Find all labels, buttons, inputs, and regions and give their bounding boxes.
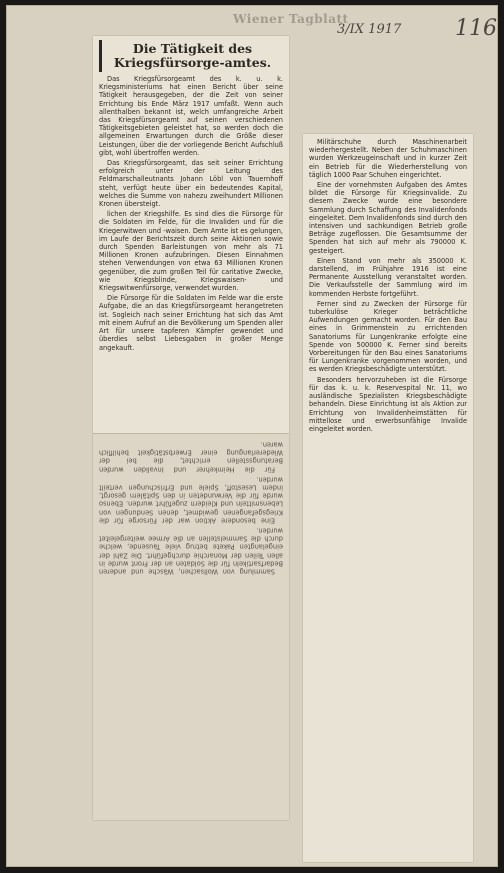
paragraph: Sammlung von Wollsachen, Wäsche und anderen Bedarfsartikeln für die Soldaten an der Front wurde in allen Teilen der Monarchie durchgeführt. Die Zahl der eingelangten Pakete betrug viele Tausende, welche durch die Sammelstellen an die Armee weitergeleitet wurden. (99, 526, 283, 576)
paragraph: Eine der vornehmsten Aufgaben des Amtes bildet die Fürsorge für Kriegsinvalide. Zu diesem Zwecke wurde eine besondere Sammlung durch Schaffung des Invalidenfonds eingeleitet. Dem Invalidenfonds sind durch den intensiven und sachkundigen Betrieb große Beträge zugeflossen. Die Gesamtsumme der Spenden hat sich auf mehr als 790000 K. gesteigert. (309, 181, 467, 255)
paragraph: Ferner sind zu Zwecken der Fürsorge für tuberkulöse Krieger beträchtliche Aufwendungen gemacht worden. Für den Bau eines in Grimmenstein zu errichtenden Sanatoriums für Lungenkranke erfolgte eine Spende von 500000 K. Ferner sind bereits Vorbereitungen für den Bau eines Sanatoriums für Lungenkranke vorgenommen worden, und es werden Kriegsbeschädigte unterstützt. (309, 299, 467, 374)
paragraph: Einen Stand von mehr als 350000 K. darstellend, im Frühjahre 1916 ist eine Permanente Ausstellung veranstaltet worden. Die Verkaufsstelle der Sammlung wird im kommenden Herbste fortgeführt. (309, 256, 467, 298)
paragraph: Die Fürsorge für die Soldaten im Felde war die erste Aufgabe, die an das Kriegsfürsorgeamt herangetreten ist. Sogleich nach seiner Errichtung hat sich das Amt mit einem Aufruf an die Bevölkerung um Spenden aller Art für unsere tapferen Kämpfer gewendet und überdies selbst Liebesgaben in großer Menge angekauft. (99, 294, 283, 352)
paragraph: lichen der Kriegshilfe. Es sind dies die Fürsorge für die Soldaten im Felde, für die Invaliden und für die Kriegerwitwen und -waisen. Dem Amte ist es gelungen, im Laufe der Berichtszeit durch seine Aktionen sowie durch Spenden Barleistungen von mehr als 71 Millionen Kronen aufzubringen. Diesen Einnahmen stehen Verwendungen von etwa 63 Millionen Kronen gegenüber, die zum großen Teil für caritative Zwecke, wie Kriegsblinde, Kriegswaisen- und Kriegswitwenfürsorge, verwendet wurden. (99, 210, 283, 293)
paragraph: Besonders hervorzuheben ist die Fürsorge für das k. u. k. Reservespital Nr. 11, wo ausländische Spezialisten Kriegsbeschädigte behandeln. Diese Einrichtung ist als Aktion zur Errichtung von Invalidenheimstätten für mittellose und erwerbsunfähige Invalide eingeleitet worden. (309, 375, 467, 433)
article-title: Die Tätigkeit des Kriegsfürsorge-amtes. (99, 40, 283, 72)
paragraph: Für die Heimkehrer und Invaliden wurden Beratungsstellen errichtet, die bei der Wiedererlangung einer Erwerbstätigkeit behilflich waren. (99, 440, 283, 473)
handwritten-number: 116 (455, 16, 497, 41)
article-column-right (309, 138, 467, 433)
archive-sheet (6, 5, 498, 867)
paragraph: Militärschuhe durch Maschinenarbeit wiederhergestellt. Neben der Schuhmaschinen wurden Werkzeugeinschaft und in kurzer Zeit ein Betrieb für die Wiederherstellung von täglich 1000 Paar Schuhen eingerichtet. (309, 138, 467, 179)
article-clipping-left (93, 36, 289, 433)
article-column-left-inverted (99, 440, 283, 575)
article-clipping-right (303, 134, 473, 862)
article-column-left (99, 75, 283, 352)
paragraph: Das Kriegsfürsorgeamt, das seit seiner Errichtung erfolgreich unter der Leitung des Feldmarschalleutnants Johann Löbl von Tauernhoff steht, verfügt heute über ein bedeutendes Kapital, welches die Summe von nahezu zweihundert Millionen Kronen übersteigt. (99, 159, 283, 209)
paragraph: Das Kriegsfürsorgeamt des k. u. k. Kriegsministeriums hat einen Bericht über seine Tätigkeit herausgegeben, der die Zeit von seiner Errichtung bis Ende März 1917 umfaßt. Wenn auch allenthalben bekannt ist, welch umfangreiche Arbeit das Kriegsfürsorgeamt auf seinen verschiedenen Tätigkeitsgebieten geleistet hat, so werden doch die allgemeinen Erwartungen durch die Größe dieser Leistungen, über die der vorliegende Bericht Aufschluß gibt, wohl übertroffen werden. (99, 75, 283, 157)
newspaper-name-stamp: Wiener Tagblatt (233, 12, 349, 26)
article-clipping-left-inverted (93, 434, 289, 820)
paragraph: Eine besondere Aktion war der Fürsorge für die Kriegsgefangenen gewidmet, denen Sendungen von Lebensmitteln und Kleidern zugeführt wurden. Ebenso wurde für die Verwundeten in den Spitälern gesorgt, indem Lesestoff, Spiele und Erfrischungen verteilt wurden. (99, 475, 283, 525)
handwritten-date: 3/IX 1917 (337, 22, 402, 37)
